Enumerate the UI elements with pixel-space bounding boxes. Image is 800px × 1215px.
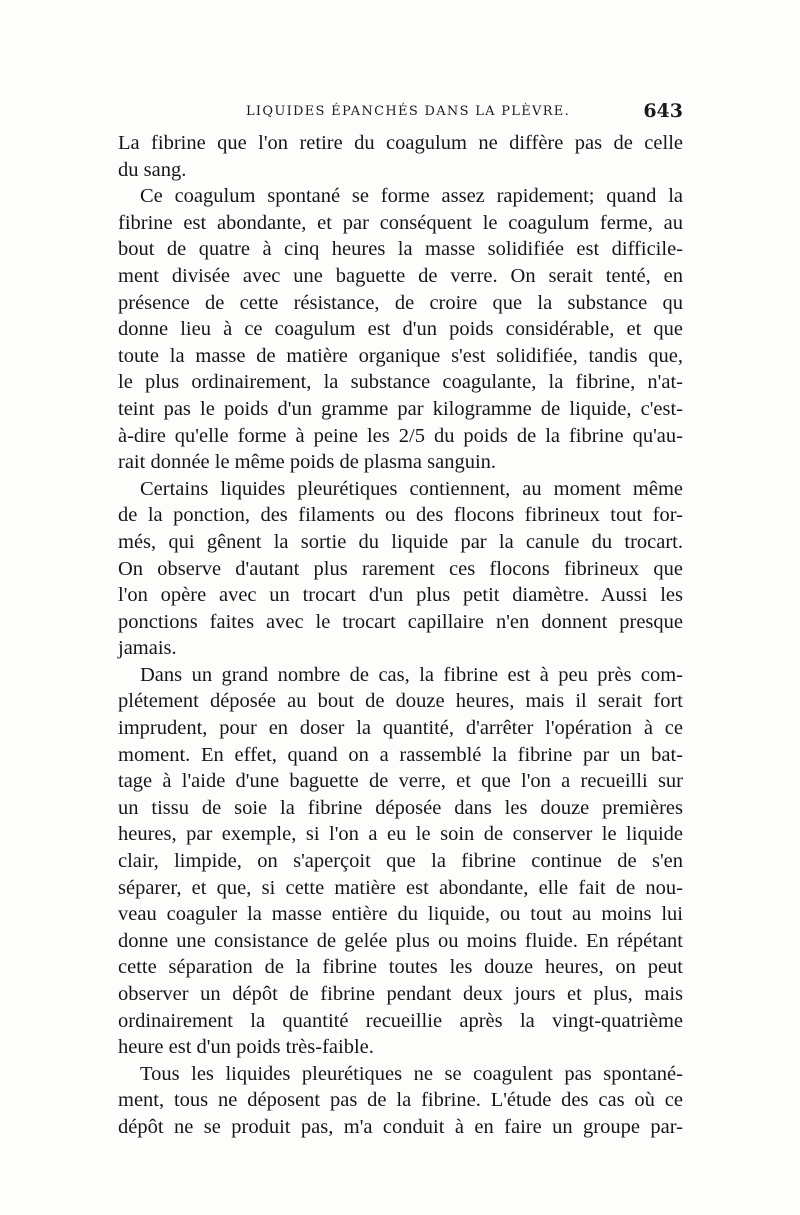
text-line: séparer, et que, si cette matière est abondante, elle fait de nou- <box>118 876 683 899</box>
text-line: heures, par exemple, si l'on a eu le soin de conserver le liquide <box>118 823 683 846</box>
text-line: jamais. <box>118 637 177 660</box>
text-line: plétement déposée au bout de douze heures, mais il serait fort <box>118 690 683 713</box>
text-line: més, qui gênent la sortie du liquide par la canule du trocart. <box>118 530 683 553</box>
text-line: ment, tous ne déposent pas de la fibrine. L'étude des cas où ce <box>118 1089 683 1112</box>
text-line: La fibrine que l'on retire du coagulum ne diffère pas de celle <box>118 132 683 154</box>
text-line: l'on opère avec un trocart d'un plus petit diamètre. Aussi les <box>118 584 683 607</box>
text-line: On observe d'autant plus rarement ces flocons fibrineux que <box>118 557 683 580</box>
text-line: moment. En effet, quand on a rassemblé la fibrine par un bat- <box>118 743 683 766</box>
text-line: à-dire qu'elle forme à peine les 2/5 du poids de la fibrine qu'au- <box>118 424 683 447</box>
text-line: imprudent, pour en doser la quantité, d'arrêter l'opération à ce <box>118 717 683 740</box>
text-line: rait donnée le même poids de plasma sanguin. <box>118 451 497 474</box>
text-line: Tous les liquides pleurétiques ne se coagulent pas spontané- <box>140 1062 683 1085</box>
text-line: ment divisée avec une baguette de verre. On serait tenté, en <box>118 264 683 287</box>
text-line: ordinairement la quantité recueillie après la vingt-quatrième <box>118 1009 683 1032</box>
text-line: Certains liquides pleurétiques contiennent, au moment même <box>140 477 683 500</box>
text-line: de la ponction, des filaments ou des flocons fibrineux tout for- <box>118 504 683 527</box>
body-text <box>118 130 683 1141</box>
text-line: tage à l'aide d'une baguette de verre, et que l'on a recueilli sur <box>118 770 683 793</box>
text-line: toute la masse de matière organique s'est solidifiée, tandis que, <box>118 344 683 367</box>
text-line: Dans un grand nombre de cas, la fibrine est à peu près com- <box>140 663 683 686</box>
running-head <box>118 100 683 128</box>
text-line: dépôt ne se produit pas, m'a conduit à en faire un groupe par- <box>118 1115 683 1138</box>
text-line: donne une consistance de gelée plus ou moins fluide. En répétant <box>118 929 683 952</box>
text-line: Ce coagulum spontané se forme assez rapidement; quand la <box>140 185 683 208</box>
text-line: ponctions faites avec le trocart capillaire n'en donnent presque <box>118 610 683 633</box>
text-line: teint pas le poids d'un gramme par kilogramme de liquide, c'est- <box>118 397 683 420</box>
text-line: cette séparation de la fibrine toutes les douze heures, on peut <box>118 956 683 979</box>
text-line: clair, limpide, on s'aperçoit que la fibrine continue de s'en <box>118 850 683 873</box>
running-title: LIQUIDES ÉPANCHÉS DANS LA PLÈVRE. <box>246 104 571 119</box>
text-line: du sang. <box>118 158 187 181</box>
text-line: le plus ordinairement, la substance coagulante, la fibrine, n'at- <box>118 371 683 394</box>
text-line: fibrine est abondante, et par conséquent le coagulum ferme, au <box>118 211 683 234</box>
text-line: donne lieu à ce coagulum est d'un poids considérable, et que <box>118 318 683 341</box>
text-line: veau coaguler la masse entière du liquide, ou tout au moins lui <box>118 903 683 926</box>
text-line: observer un dépôt de fibrine pendant deux jours et plus, mais <box>118 983 683 1005</box>
text-line: heure est d'un poids très-faible. <box>118 1036 374 1059</box>
page-number: 643 <box>643 100 683 122</box>
text-line: un tissu de soie la fibrine déposée dans les douze premières <box>118 796 683 819</box>
text-line: présence de cette résistance, de croire que la substance qu <box>118 291 683 314</box>
text-line: bout de quatre à cinq heures la masse solidifiée est difficile- <box>118 238 683 261</box>
